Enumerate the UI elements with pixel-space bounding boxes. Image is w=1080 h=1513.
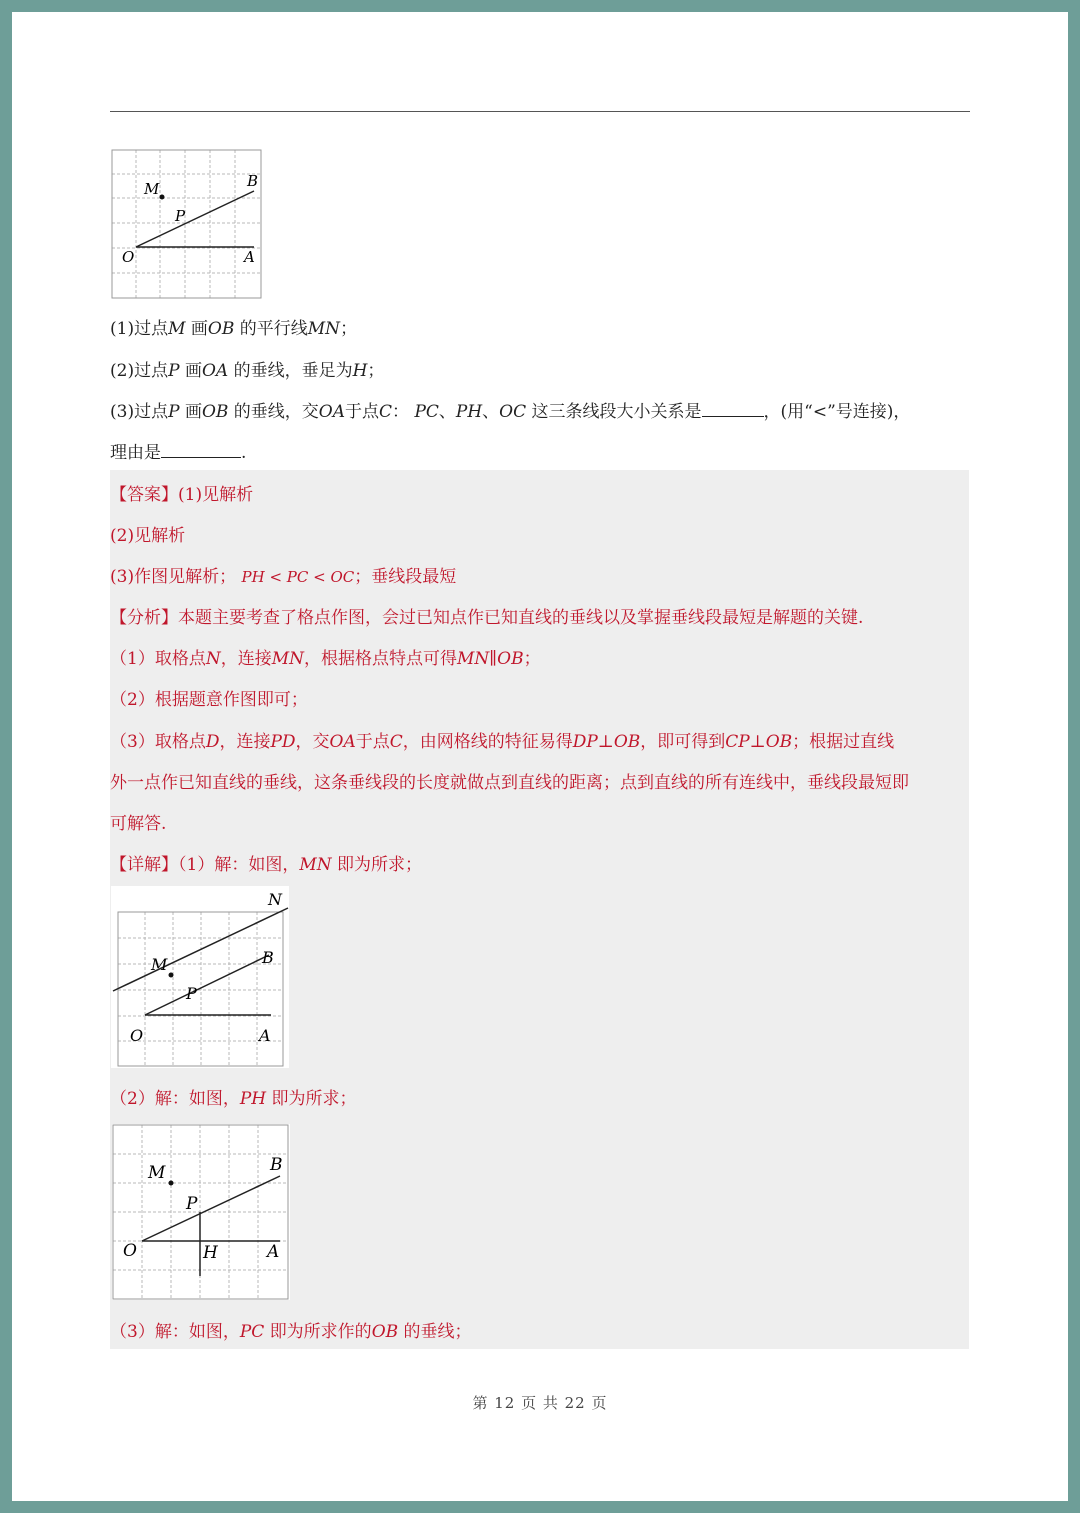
figure-parallel-MN (111, 886, 289, 1068)
label-B: B (262, 948, 274, 967)
answer-line-1: 【答案】(1)见解析 (110, 485, 254, 505)
analysis-step-3-end: 可解答. (110, 814, 167, 834)
analysis-intro: 【分析】本题主要考查了格点作图，会过已知点作已知直线的垂线以及掌握垂线段最短是解题的关键. (110, 608, 864, 628)
figure-perpendicular-PH (112, 1124, 290, 1300)
label-P: P (186, 1194, 198, 1214)
label-O: O (123, 1241, 137, 1261)
question-part1: (1)过点M 画OB 的平行线MN； (110, 319, 358, 339)
question-part3-reason: 理由是 . (110, 443, 247, 463)
label-M: M (148, 1163, 166, 1183)
page-footer: 第 12 页 共 22 页 (472, 1394, 608, 1412)
label-M: M (144, 180, 160, 198)
label-O: O (130, 1026, 144, 1045)
header-rule (110, 111, 970, 112)
label-H: H (203, 1243, 218, 1263)
label-A: A (259, 1026, 271, 1045)
question-part2: (2)过点P 画OA 的垂线，垂足为H； (110, 361, 385, 381)
point-M (160, 195, 165, 200)
detail-part1: 【详解】（1）解：如图，MN 即为所求； (110, 855, 423, 875)
label-P: P (175, 207, 186, 225)
answer-blank-2[interactable] (161, 457, 241, 458)
label-B: B (247, 172, 259, 190)
label-B: B (270, 1155, 283, 1175)
analysis-step-3: （3）取格点D，连接PD，交OA于点C，由网格线的特征易得DP⊥OB，即可得到CP⊥OB；根据过直线 (110, 732, 895, 752)
answer-line-2: (2)见解析 (110, 526, 186, 546)
figure-original-grid (111, 149, 263, 299)
detail-part2: （2）解：如图，PH 即为所求； (110, 1089, 357, 1109)
label-N: N (268, 890, 282, 909)
analysis-step-1: （1）取格点N，连接MN，根据格点特点可得MN∥OB； (110, 649, 541, 669)
analysis-step-2: （2）根据题意作图即可； (110, 690, 308, 710)
label-A: A (267, 1242, 280, 1262)
detail-part3: （3）解：如图，PC 即为所求作的OB 的垂线； (110, 1322, 472, 1342)
answer-blank-1[interactable] (702, 416, 764, 417)
point-M (169, 973, 174, 978)
label-O: O (122, 248, 135, 266)
label-A: A (244, 248, 255, 266)
point-M (169, 1181, 174, 1186)
label-M: M (151, 955, 168, 974)
segment-OB (136, 191, 254, 247)
answer-line-3: (3)作图见解析； PH < PC < OC；垂线段最短 (110, 567, 457, 587)
label-P: P (186, 984, 197, 1003)
question-part3: (3)过点P 画OB 的垂线，交OA于点C： PC、PH、OC 这三条线段大小关系是 ，(用“<”号连接)， (110, 402, 911, 422)
analysis-step-3-cont: 外一点作已知直线的垂线，这条垂线段的长度就做点到直线的距离；点到直线的所有连线中，垂线段最短即 (110, 773, 909, 793)
document-page (12, 12, 1068, 1501)
